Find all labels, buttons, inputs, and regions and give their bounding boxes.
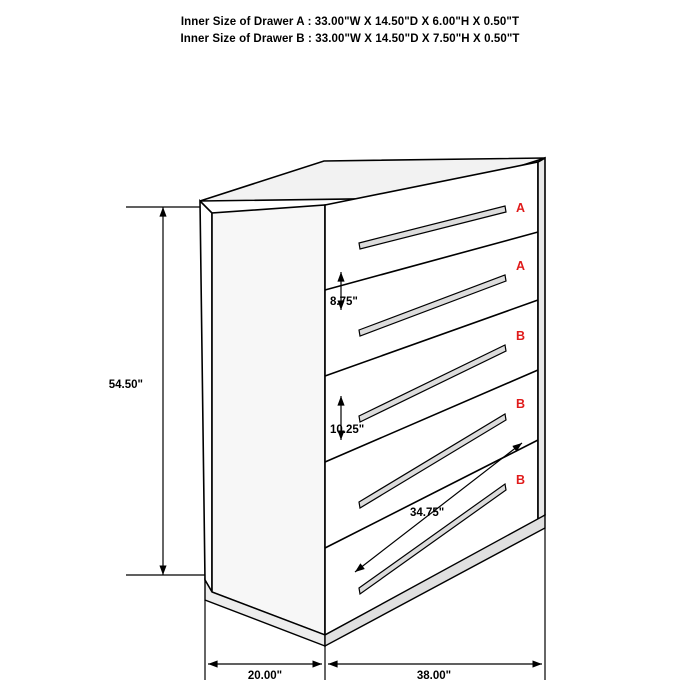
- height-label: 54.50": [108, 379, 143, 391]
- spec-line-b: Inner Size of Drawer B : 33.00"W X 14.50"D X 7.50"H X 0.50"T: [180, 33, 520, 45]
- drawer-label-2: A: [516, 259, 526, 273]
- drawer-a-label: 8.75": [330, 296, 358, 308]
- cabinet-body: [200, 158, 545, 646]
- depth-label: 20.00": [247, 670, 283, 682]
- cabinet-left-side-inner: [212, 205, 325, 635]
- cabinet-left-side: [200, 201, 212, 592]
- drawer-b-label: 10.25": [330, 424, 365, 436]
- drawer-label-3: B: [516, 329, 526, 343]
- width-label: 38.00": [416, 670, 452, 682]
- drawer-width-label: 34.75": [410, 507, 445, 519]
- cabinet-right-edge: [538, 158, 545, 520]
- spec-line-a: Inner Size of Drawer A : 33.00"W X 14.50"D X 6.00"H X 0.50"T: [180, 16, 520, 28]
- drawer-label-1: A: [516, 201, 526, 215]
- drawer-label-5: B: [516, 473, 526, 487]
- drawer-label-4: B: [516, 397, 526, 411]
- dimension-height: [126, 207, 205, 575]
- cabinet-front-face: [325, 162, 538, 635]
